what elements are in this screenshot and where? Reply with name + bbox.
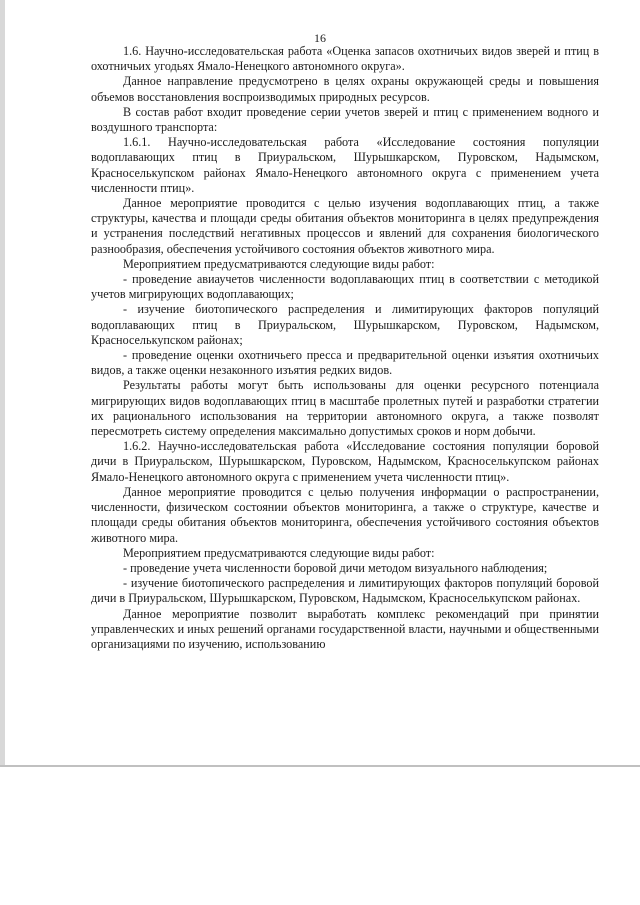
page-number: 16: [314, 31, 326, 45]
paragraph: Данное мероприятие позволит выработать комплекс рекомендаций при принятии управленческих и иных решений органами государственной власти, научными и общественными организациями по изучению, использованию: [91, 606, 599, 651]
paragraph: В состав работ входит проведение серии учетов зверей и птиц с применением водного и воздушного транспорта:: [91, 104, 599, 135]
paragraph: Мероприятием предусматриваются следующие виды работ:: [123, 545, 435, 560]
paragraph: Данное мероприятие проводится с целью изучения водоплавающих птиц, а также структуры, качества и площади среды обитания объектов мониторинга в целях предупреждения и устранения последствий негативных процессов и явлений для сохранения биологического разнообразия, обеспечения устойчивого состояния объектов животного мира.: [91, 196, 599, 256]
list-item: - изучение биотопического распределения и лимитирующих факторов популяций боровой дичи в Приуральском, Шурышкарском, Пуровском, Надымском, Красноселькупском районах.: [91, 576, 599, 606]
page-edge-shadow: [0, 0, 5, 765]
list-item: - изучение биотопического распределения и лимитирующих факторов популяций водоплавающих птиц в Приуральском, Шурышкарском, Пуровском, Надымском, Красноселькупском районах;: [91, 302, 599, 347]
list-item: - проведение учета численности боровой дичи методом визуального наблюдения;: [123, 560, 548, 575]
paragraph: Мероприятием предусматриваются следующие виды работ:: [123, 256, 435, 271]
paragraph: 1.6. Научно-исследовательская работа «Оценка запасов охотничьих видов зверей и птиц в охотничьих угодьях Ямало-Ненецкого автономного округа».: [91, 44, 599, 74]
list-item: - проведение оценки охотничьего пресса и предварительной оценки изъятия охотничьих видов, а также оценки незаконного изъятия редких видов.: [91, 348, 599, 378]
paragraph: Данное мероприятие проводится с целью получения информации о распространении, численности, физическом состоянии объектов мониторинга, а также о структуре, качестве и площади среды обитания объектов мониторинга, обеспечения устойчивого состояния объектов животного мира.: [91, 484, 599, 545]
page-bottom-border: [0, 765, 640, 767]
paragraph: 1.6.1. Научно-исследовательская работа «Исследование состояния популяции водоплавающих птиц в Приуральском, Шурышкарском, Пуровском, Надымском, Красноселькупском районах Ямало-Ненецкого автономного округа с применением учета численности птиц».: [91, 135, 599, 195]
list-item: - проведение авиаучетов численности водоплавающих птиц в соответствии с методикой учетов мигрирующих водоплавающих;: [91, 272, 599, 302]
paragraph: Данное направление предусмотрено в целях охраны окружающей среды и повышения объемов восстановления воспроизводимых природных ресурсов.: [91, 74, 599, 104]
paragraph: 1.6.2. Научно-исследовательская работа «Исследование состояния популяции боровой дичи в Приуральском, Шурышкарском, Пуровском, Надымском, Красноселькупском районах Ямало-Ненецкого автономного округа с применением учета численности птиц».: [91, 439, 599, 484]
paragraph: Результаты работы могут быть использованы для оценки ресурсного потенциала мигрирующих видов водоплавающих птиц в масштабе пролетных путей и разработки стратегии их рационального использования на территории автономного округа, а также позволят пересмотреть систему определения максимально допустимых сроков и норм добычи.: [91, 378, 599, 439]
document-body: [91, 44, 599, 652]
